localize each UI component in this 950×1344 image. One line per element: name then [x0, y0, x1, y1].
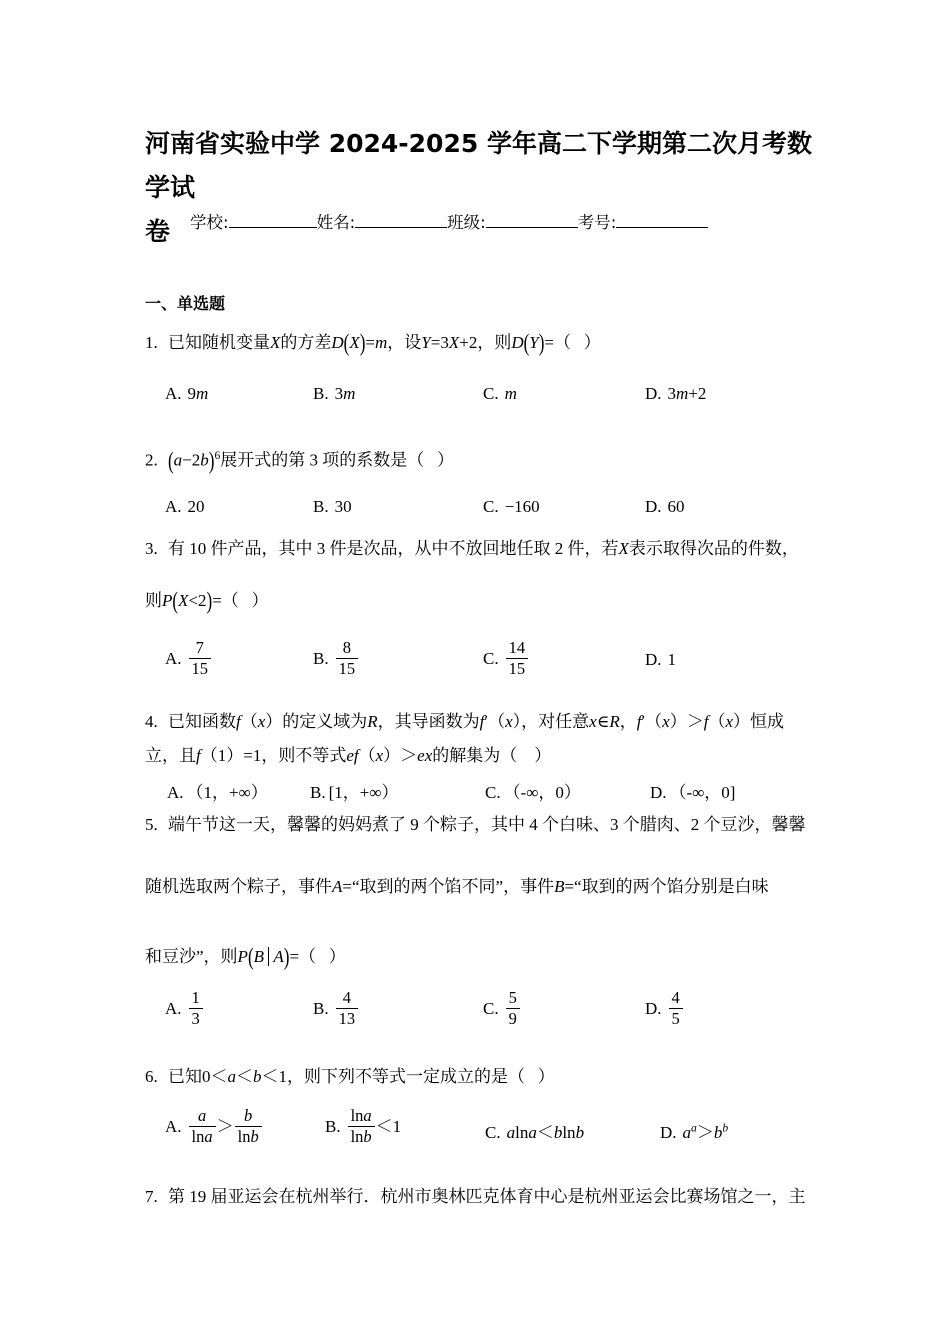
- numerator: 1: [189, 989, 203, 1009]
- fraction: $\frac{\ln a}{\ln b}$: [348, 1107, 375, 1147]
- question-3: [145, 534, 825, 564]
- question-3-text-line1: 3. 有 10 件产品，其中 3 件是次品，从中不放回地任取 2 件，若X表示取得次品的件数，: [145, 539, 799, 558]
- question-7: [145, 1182, 825, 1212]
- question-4: [145, 707, 825, 737]
- class-label: 班级:: [447, 213, 486, 232]
- option-label: B.: [310, 783, 326, 802]
- exam-no-input[interactable]: [616, 212, 708, 228]
- question-4-option-d[interactable]: [650, 778, 735, 803]
- option-label: A.: [165, 1116, 182, 1136]
- option-label: B.: [313, 384, 329, 403]
- option-text: （1，+∞）: [186, 783, 268, 802]
- option-label: B.: [313, 648, 329, 668]
- question-2-option-d[interactable]: D. 60: [645, 497, 685, 516]
- question-1-option-a[interactable]: A. 9m: [165, 384, 209, 403]
- question-1-option-b[interactable]: B. 3m: [313, 384, 356, 403]
- question-5-number: 5.: [145, 815, 158, 834]
- question-6-option-a[interactable]: A. $\frac{a}{\ln a}$ ＞ $\frac{b}{\ln b}$: [165, 1108, 263, 1148]
- question-4-text-line1: 4. 已知函数f（x）的定义域为R，其导函数为f′（x），对任意x∈R，f′（x）＞f（x）恒成: [145, 712, 784, 731]
- question-7-text-line1: 7. 第 19 届亚运会在杭州举行．杭州市奥林匹克体育中心是杭州亚运会比赛场馆之一，主: [145, 1187, 806, 1206]
- question-6: [145, 1062, 825, 1092]
- question-3-option-c[interactable]: [483, 640, 529, 680]
- numerator: 7: [189, 639, 211, 659]
- fraction: $\frac{b}{\ln b}$: [235, 1107, 262, 1147]
- option-label: D.: [645, 650, 662, 669]
- question-4-option-a[interactable]: [167, 778, 268, 803]
- question-5-options: [145, 988, 845, 1050]
- question-6-number: 6.: [145, 1067, 158, 1086]
- denominator: 3: [191, 1009, 200, 1029]
- numerator: 5: [506, 989, 520, 1009]
- denominator: 9: [508, 1009, 517, 1029]
- option-label: C.: [485, 1123, 501, 1142]
- question-4-options: [145, 778, 845, 810]
- numerator: 8: [336, 639, 358, 659]
- fraction: [669, 989, 683, 1029]
- question-6-option-c[interactable]: C. alna＜blnb: [485, 1123, 585, 1142]
- question-3-line2: [145, 586, 825, 616]
- numerator: 4: [669, 989, 683, 1009]
- option-label: C.: [483, 998, 499, 1018]
- option-label: B.: [313, 497, 329, 516]
- option-label: D.: [645, 998, 662, 1018]
- question-3-options: [145, 638, 845, 700]
- option-label: B.: [313, 998, 329, 1018]
- denominator: 15: [191, 659, 209, 679]
- question-5-line2: [145, 872, 825, 902]
- exam-no-label: 考号:: [577, 213, 617, 232]
- school-input[interactable]: [229, 212, 317, 228]
- question-6-option-b[interactable]: B. $\frac{\ln a}{\ln b}$ ＜1: [325, 1106, 402, 1147]
- question-5-option-b[interactable]: [313, 990, 359, 1030]
- question-1-number: 1.: [145, 333, 158, 352]
- name-input[interactable]: [355, 212, 447, 228]
- question-4-text-line2: 立，且f（1）=1，则不等式ef（x）＞ex的解集为（ ）: [145, 746, 552, 765]
- question-1-option-d[interactable]: D. 3m+2: [645, 384, 707, 403]
- question-1-options: [145, 384, 845, 416]
- question-1-option-c[interactable]: C. m: [483, 384, 517, 403]
- school-label: 学校:: [190, 213, 229, 232]
- question-3-number: 3.: [145, 539, 158, 558]
- option-label: B.: [325, 1116, 341, 1136]
- fraction: [189, 639, 211, 679]
- question-4-number: 4.: [145, 712, 158, 731]
- option-label: D.: [645, 384, 662, 403]
- denominator: 15: [338, 659, 356, 679]
- fraction: [336, 989, 358, 1029]
- question-6-options: [145, 1106, 845, 1168]
- option-text: （-∞，0）: [503, 783, 581, 802]
- page-title-line1: 河南省实验中学 2024-2025 学年高二下学期第二次月考数学试: [145, 129, 812, 202]
- option-text: 1: [667, 650, 677, 669]
- option-text: （-∞，0]: [669, 783, 736, 802]
- question-4-line2: [145, 741, 825, 771]
- question-2-options: [145, 497, 845, 529]
- option-label: C.: [483, 648, 499, 668]
- question-3-text-line2: 则P(X<2)=（ ）: [145, 586, 269, 615]
- denominator: 5: [671, 1009, 680, 1029]
- option-label: A.: [165, 998, 182, 1018]
- question-1: [145, 328, 825, 358]
- question-4-option-b[interactable]: [310, 778, 398, 803]
- question-7-number: 7.: [145, 1187, 158, 1206]
- question-3-option-a[interactable]: [165, 640, 212, 680]
- question-6-text: 6. 已知0＜a＜b＜1，则下列不等式一定成立的是（ ）: [145, 1067, 555, 1086]
- option-label: C.: [483, 497, 499, 516]
- question-5-line3: [145, 942, 825, 972]
- question-3-option-b[interactable]: [313, 640, 359, 680]
- denominator: 13: [338, 1009, 356, 1029]
- question-5-option-d[interactable]: [645, 990, 684, 1030]
- fraction: [506, 989, 520, 1029]
- fraction: [506, 639, 528, 679]
- option-label: A.: [165, 497, 182, 516]
- question-5-option-c[interactable]: [483, 990, 521, 1030]
- option-label: A.: [165, 384, 182, 403]
- option-label: A.: [165, 648, 182, 668]
- name-label: 姓名:: [316, 213, 356, 232]
- fraction: $\frac{a}{\ln a}$: [189, 1107, 216, 1147]
- question-2: [145, 441, 825, 476]
- question-2-text: 2. $(a-2b)^6$展开式的第 3 项的系数是（ ）: [145, 446, 454, 474]
- question-3-option-d[interactable]: [645, 650, 676, 670]
- option-label: D.: [650, 783, 667, 802]
- question-2-option-b[interactable]: B. 30: [313, 497, 352, 516]
- class-input[interactable]: [486, 212, 578, 228]
- page-title-line2: 卷: [145, 217, 171, 246]
- question-5-text-line1: 5. 端午节这一天，馨馨的妈妈煮了 9 个粽子，其中 4 个白味、3 个腊肉、2 个豆沙，馨馨: [145, 815, 806, 834]
- fraction: [189, 989, 203, 1029]
- question-6-option-d[interactable]: D. $a^a>b^b$: [660, 1121, 729, 1142]
- option-label: A.: [167, 783, 184, 802]
- section-heading-single-choice: 一、单选题: [145, 294, 226, 313]
- option-label: D.: [660, 1123, 677, 1142]
- question-1-text: 1. 已知随机变量X的方差D(X)=m，设Y=3X+2，则D(Y)=（ ）: [145, 328, 601, 357]
- denominator: 15: [508, 659, 526, 679]
- question-5: [145, 810, 825, 840]
- option-label: C.: [485, 783, 501, 802]
- question-2-number: 2.: [145, 450, 158, 470]
- option-text: [1，+∞）: [328, 783, 399, 802]
- option-label: D.: [645, 497, 662, 516]
- question-5-option-a[interactable]: [165, 990, 204, 1030]
- exam-meta-line: [190, 210, 790, 236]
- fraction: [336, 639, 358, 679]
- question-4-option-c[interactable]: [485, 778, 581, 803]
- question-2-option-c[interactable]: C. −160: [483, 497, 540, 516]
- question-5-text-line2: 随机选取两个粽子，事件A=“取到的两个馅不同”，事件B=“取到的两个馅分别是白味: [145, 877, 769, 896]
- question-5-text-line3: 和豆沙”，则P(B A)=（ ）: [145, 942, 346, 971]
- numerator: 4: [336, 989, 358, 1009]
- question-2-option-a[interactable]: A. 20: [165, 497, 205, 516]
- option-label: C.: [483, 384, 499, 403]
- numerator: 14: [506, 639, 528, 659]
